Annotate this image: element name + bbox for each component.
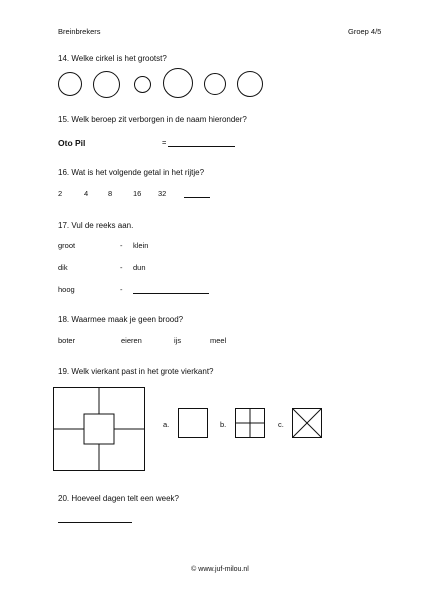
header-title: Breinbrekers [58, 27, 101, 36]
number-2: 4 [84, 189, 89, 198]
dash-3: - [120, 285, 123, 294]
question-19: 19. Welk vierkant past in het grote vierkant? [58, 367, 214, 376]
circle-6[interactable] [237, 71, 263, 97]
option-boter[interactable]: boter [58, 336, 76, 345]
question-15: 15. Welk beroep zit verborgen in de naam hieronder? [58, 115, 247, 124]
footer-copyright: © www.juf-milou.nl [191, 566, 249, 573]
equals-sign: = [162, 138, 167, 147]
answer-line-20[interactable] [58, 522, 132, 523]
number-5: 32 [158, 189, 167, 198]
dash-2: - [120, 263, 123, 272]
number-4: 16 [133, 189, 142, 198]
label-a: a. [163, 420, 170, 429]
option-a-square[interactable] [178, 408, 208, 438]
word-klein: klein [133, 241, 149, 250]
circle-2[interactable] [93, 71, 120, 98]
answer-line-16[interactable] [184, 197, 210, 198]
option-c-square[interactable] [292, 408, 322, 438]
circle-1[interactable] [58, 72, 82, 96]
question-14: 14. Welke cirkel is het grootst? [58, 54, 167, 63]
question-16: 16. Wat is het volgende getal in het rijtje? [58, 168, 205, 177]
question-20: 20. Hoeveel dagen telt een week? [58, 494, 179, 503]
answer-line-15[interactable] [168, 146, 235, 147]
answer-line-17[interactable] [133, 293, 209, 294]
big-square-figure [53, 387, 145, 471]
number-1: 2 [58, 189, 63, 198]
word-hoog: hoog [58, 285, 75, 294]
number-3: 8 [108, 189, 113, 198]
option-b-square[interactable] [235, 408, 265, 438]
header-group: Groep 4/5 [348, 27, 382, 36]
dash-1: - [120, 241, 123, 250]
circle-3[interactable] [134, 76, 151, 93]
question-17: 17. Vul de reeks aan. [58, 221, 134, 230]
word-dik: dik [58, 263, 68, 272]
question-18: 18. Waarmee maak je geen brood? [58, 315, 184, 324]
hidden-name: Oto Pil [58, 138, 86, 148]
option-meel[interactable]: meel [210, 336, 227, 345]
word-dun: dun [133, 263, 146, 272]
label-c: c. [278, 420, 284, 429]
circle-5[interactable] [204, 73, 226, 95]
circle-4[interactable] [163, 68, 193, 98]
option-eieren[interactable]: eieren [121, 336, 142, 345]
label-b: b. [220, 420, 227, 429]
word-groot: groot [58, 241, 76, 250]
option-ijs[interactable]: ijs [174, 336, 182, 345]
